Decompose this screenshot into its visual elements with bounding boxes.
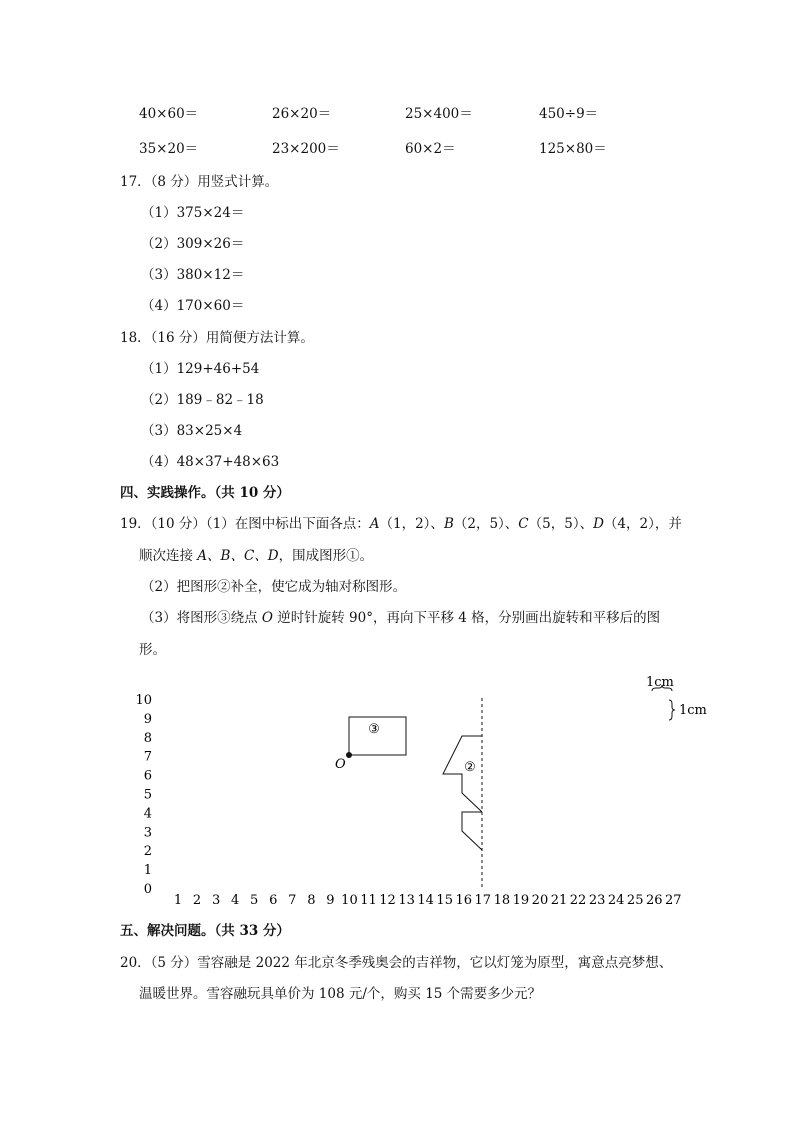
x-axis-label: 2 [192,893,202,908]
y-axis-label: 3 [143,825,152,841]
point-c-coord: （5，5）、 [528,516,594,532]
x-axis-label: 12 [379,893,396,908]
x-axis-label: 19 [512,893,530,908]
question-18-item-3: （3）83×25×4 [141,423,243,439]
q19-line4-o: O [261,610,273,626]
y-axis-label: 2 [143,844,152,860]
y-axis-label: 4 [143,806,152,822]
y-axis-labels [135,693,152,897]
question-17-item-1: （1）375×24＝ [141,205,245,221]
x-axis-label: 25 [626,893,644,908]
question-17-item-3: （3）380×12＝ [141,267,245,283]
question-19-line-5: 形。 [139,642,166,658]
point-d-label: D [593,516,604,532]
scale-label-right: 1cm [679,703,707,718]
x-axis-label: 3 [211,893,221,908]
point-d-coord: （4，2），并 [603,516,682,532]
question-20-line-2: 温暖世界。雪容融玩具单价为 108 元/个，购买 15 个需要多少元？ [139,986,542,1002]
x-axis-label: 22 [569,893,587,908]
scale-label-top: 1cm [646,675,674,690]
x-axis-label: 8 [307,893,316,908]
x-axis-label: 5 [250,893,259,908]
x-axis-label: 20 [531,893,549,908]
question-17-item-2: （2）309×26＝ [141,236,245,252]
point-c-label: C [518,516,529,532]
q19-line2-prefix: 顺次连接 [139,548,198,564]
q19-line2-letters: A、B、C、D [197,548,279,564]
x-axis-label: 10 [341,893,358,908]
x-axis-label: 13 [398,893,415,908]
x-axis-label: 6 [269,893,278,908]
oral-item-4: 450÷9＝ [539,106,599,122]
point-a-label: A [369,516,380,532]
x-axis-label: 23 [588,893,606,908]
x-axis-label: 21 [550,893,568,908]
x-axis-label: 17 [474,893,492,908]
q19-line2-suffix: ，围成图形①。 [278,548,374,564]
question-18-item-4: （4）48×37+48×63 [141,454,280,470]
section-5-title: 五、解决问题。（共 33 分） [120,923,290,939]
question-18-item-1: （1）129+46+54 [141,361,260,377]
question-18-item-2: （2）189﹣82﹣18 [141,392,264,408]
point-o-dot [346,752,352,758]
oral-item-2: 26×20＝ [272,106,332,122]
point-b-label: B [443,516,454,532]
x-axis-label: 7 [288,893,297,908]
x-axis-label: 9 [326,893,335,908]
shape-2-label: ② [464,760,476,775]
q19-line4-prefix: （3）将图形③绕点 [141,610,262,626]
x-axis-label: 14 [417,893,434,908]
scale-brace-right [669,700,675,720]
x-axis-label: 27 [665,893,682,908]
y-axis-label: 5 [143,787,152,803]
x-axis-label: 11 [360,893,377,908]
point-o-label: O [335,757,346,772]
question-19-line-3: （2）把图形②补全，使它成为轴对称图形。 [141,579,407,595]
oral-item-6: 23×200＝ [272,141,340,157]
x-axis-label: 15 [436,893,453,908]
y-axis-label: 8 [143,730,152,746]
question-18-title: 18．（16 分）用简便方法计算。 [120,330,314,346]
shape-2-lower-outline [462,812,482,850]
section-4-title: 四、实践操作。（共 10 分） [120,485,290,501]
q19-line4-suffix: 逆时针旋转 90°，再向下平移 4 格，分别画出旋转和平移后的图 [272,610,661,626]
shape-3-label: ③ [368,722,380,737]
question-20-line-1: 20．（5 分）雪容融是 2022 年北京冬季残奥会的吉祥物，它以灯笼为原型，寓意点亮梦想、 [120,955,673,971]
x-axis-label: 4 [231,893,240,908]
oral-item-5: 35×20＝ [139,141,199,157]
point-a-coord: （1，2）、 [379,516,444,532]
x-axis-labels [174,893,682,908]
x-axis-label: 26 [645,893,663,908]
y-axis-label: 9 [143,711,152,727]
question-17-item-4: （4）170×60＝ [141,298,245,314]
oral-item-1: 40×60＝ [139,106,199,122]
y-axis-label: 10 [135,693,152,708]
oral-item-8: 125×80＝ [539,141,607,157]
shape-2-upper-outline [443,736,482,812]
point-b-coord: （2，5）、 [453,516,519,532]
oral-item-3: 25×400＝ [405,106,473,122]
x-axis-label: 24 [607,893,625,908]
oral-item-7: 60×2＝ [405,141,456,157]
y-axis-label: 7 [143,749,152,765]
y-axis-label: 0 [143,882,152,897]
x-axis-label: 16 [455,893,473,908]
x-axis-label: 18 [493,893,511,908]
x-axis-label: 1 [173,893,183,908]
y-axis-label: 6 [143,768,152,784]
q19-prefix: 19．（10 分）（1）在图中标出下面各点： [120,516,370,532]
question-17-title: 17．（8 分）用竖式计算。 [120,174,279,190]
y-axis-label: 1 [143,863,152,879]
